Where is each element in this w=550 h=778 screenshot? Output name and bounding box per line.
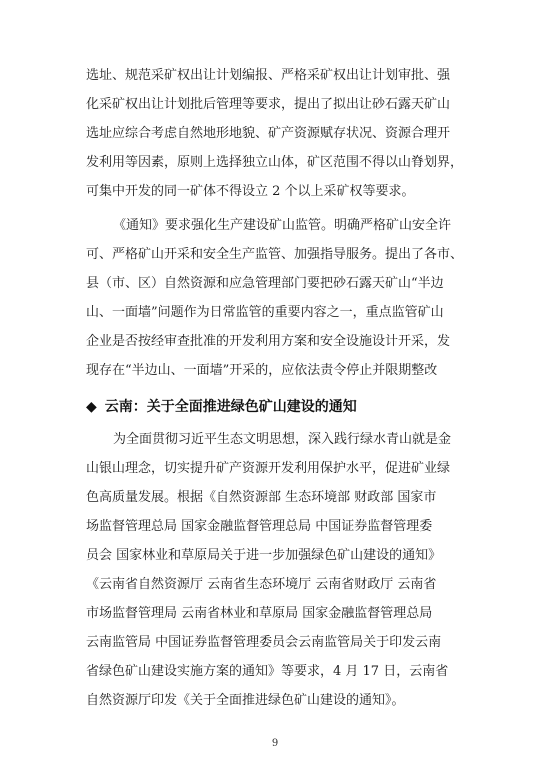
text-line: 场监督管理总局 国家金融监督管理总局 中国证券监督管理委 (86, 519, 433, 534)
text-line: 省绿色矿山建设实施方案的通知》等要求，4 月 17 日，云南省 (86, 664, 449, 679)
text-line: 色高质量发展。根据《自然资源部 生态环境部 财政部 国家市 (86, 490, 437, 505)
text-line: 为全面贯彻习近平生态文明思想，深入践行绿水青山就是金 (113, 432, 452, 447)
text-line: 市场监督管理局 云南省林业和草原局 国家金融监督管理总局 (86, 606, 433, 621)
text-line: 山银山理念，切实提升矿产资源开发利用保护水平，促进矿业绿 (86, 461, 451, 476)
text-line: 企业是否按经审查批准的开发利用方案和安全设施设计开采，发 (86, 334, 451, 349)
text-line: 云南监管局 中国证券监督管理委员会云南监管局关于印发云南 (86, 635, 442, 650)
text-line: 选址、规范采矿权出让计划编报、严格采矿权出让计划审批、强 (86, 68, 451, 83)
text-line: 员会 国家林业和草原局关于进一步加强绿色矿山建设的通知》 (86, 548, 442, 563)
text-line: 发利用等因素，原则上选择独立山体，矿区范围不得以山脊划界， (86, 155, 464, 170)
text-line: 山、一面墙”问题作为日常监管的重要内容之一，重点监管矿山 (86, 305, 444, 320)
section-heading (86, 397, 357, 417)
text-line: 县（市、区）自然资源和应急管理部门要把砂石露天矿山“半边 (86, 276, 444, 291)
text-line: 自然资源厅印发《关于全面推进绿色矿山建设的通知》。 (86, 693, 405, 708)
text-line: 化采矿权出让计划批后管理等要求，提出了拟出让砂石露天矿山 (86, 97, 451, 112)
text-line: 选址应综合考虑自然地形地貌、矿产资源赋存状况、资源合理开 (86, 126, 451, 141)
section-heading-text: 云南：关于全面推进绿色矿山建设的通知 (104, 399, 357, 415)
text-line: 可集中开发的同一矿体不得设立 2 个以上采矿权等要求。 (86, 184, 415, 199)
text-line: 《云南省自然资源厅 云南省生态环境厅 云南省财政厅 云南省 (86, 577, 437, 592)
page-number: 9 (271, 738, 279, 749)
text-line: 现存在“半边山、一面墙”开采的，应依法责令停止并限期整改 (86, 363, 438, 378)
diamond-bullet-icon: ◆ (86, 399, 97, 415)
text-line: 《通知》要求强化生产建设矿山监管。明确严格矿山安全许 (113, 218, 452, 233)
text-line: 可、严格矿山开采和安全生产监管、加强指导服务。提出了各市、 (86, 247, 464, 262)
